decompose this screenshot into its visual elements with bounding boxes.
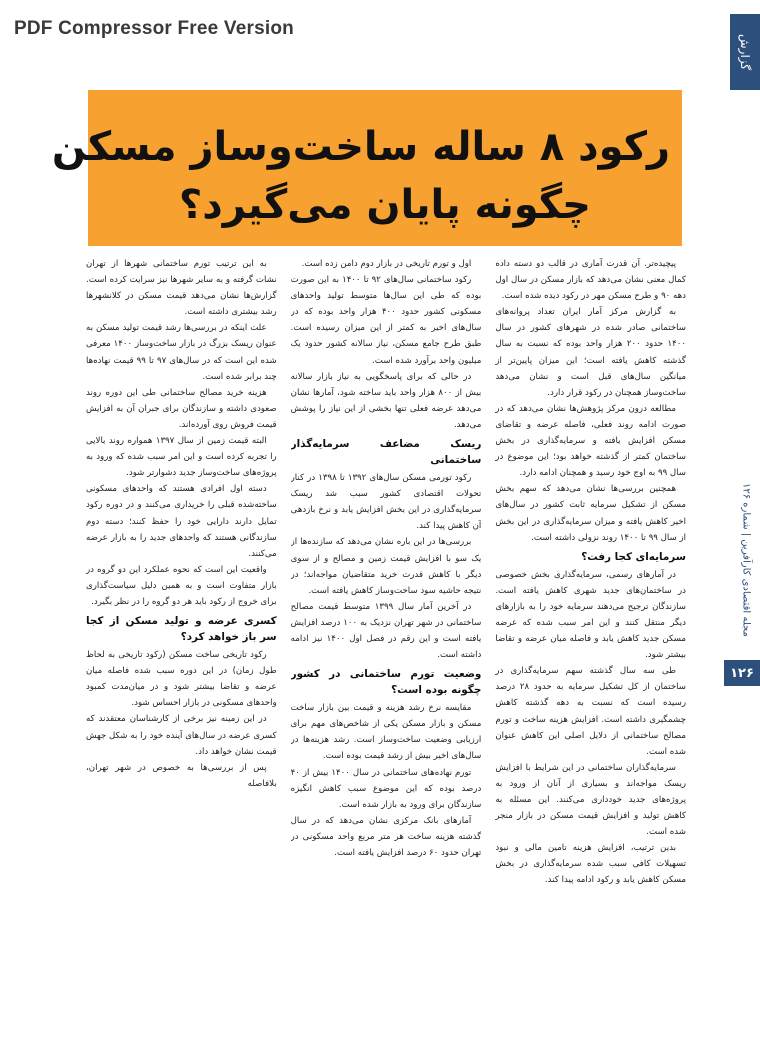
paragraph: پیچیده‌تر. آن قدرت آماری در قالب دو دسته داده کمال معنی نشان می‌دهد که بازار مسکن در سال اول دهه ۹۰ و طرح مسکن مهر در رکود دیده شده است. <box>495 259 686 302</box>
headline-line-1: رکود ۸ ساله ساخت‌وساز مسکن <box>51 124 670 170</box>
paragraph: اول و تورم تاریخی در بازار دوم دامن زده است. <box>301 259 472 269</box>
article-column-3 <box>86 256 277 1036</box>
paragraph: سرمایه‌گذاران ساختمانی در این شرایط با افزایش ریسک مواجه‌اند و بسیاری از آنان از ورود به پروژه‌های جدید خودداری می‌کنند. این مسئله به کاهش تولید و افزایش قیمت مسکن در بازار منجر شده است. <box>495 762 686 838</box>
paragraph: بدین ترتیب، افزایش هزینه تامین مالی و نبود تسهیلات کافی سبب شده سرمایه‌گذاری در بخش مسکن کاهش یابد و رکود ادامه پیدا کند. <box>495 843 686 886</box>
paragraph: رکود ساختمانی سال‌های ۹۲ تا ۱۴۰۰ به این صورت بوده که طی این سال‌ها متوسط تولید واحدهای مسکونی کشور حدود ۴۰۰ هزار واحد بوده که در سال‌های اخیر به کمتر از این میزان رسیده است. طبق طرح جامع مسکن، نیاز سالانه کشور حدود یک میلیون واحد برآورد شده است. <box>290 275 482 366</box>
paragraph: همچنین بررسی‌ها نشان می‌دهد که سهم بخش مسکن از تشکیل سرمایه ثابت کشور در سال‌های اخیر کاهش یافته و میزان سرمایه‌گذاری در این بخش از سال ۹۹ تا ۱۴۰۰ روند نزولی داشته است. <box>495 484 686 543</box>
paragraph: واقعیت این است که نحوه عملکرد این دو گروه در بازار متفاوت است و به همین دلیل سیاست‌گذاری برای خروج از رکود باید هر دو گروه را در نظر بگیرد. <box>85 564 277 607</box>
pdf-watermark: PDF Compressor Free Version <box>14 18 294 39</box>
paragraph: علت اینکه در بررسی‌ها رشد قیمت تولید مسکن به عنوان ریسک بزرگ در بازار ساخت‌وساز ۱۴۰۰ معرفی شده این است که در سال‌های ۹۷ تا ۹۹ قیمت نهاده‌ها چند برابر شده است. <box>85 323 277 382</box>
paragraph: بررسی‌ها در این باره نشان می‌دهد که سازنده‌ها از یک سو با افزایش قیمت زمین و مصالح و از سوی دیگر با کاهش قدرت خرید متقاضیان مواجه‌اند؛ در نتیجه حاشیه سود ساخت‌وساز کاهش یافته است. <box>290 537 482 596</box>
paragraph: به گزارش مرکز آمار ایران تعداد پروانه‌های ساختمانی صادر شده در شهرهای کشور در سال ۱۴۰۰ حدود ۲۰۰ هزار واحد بوده که نسبت به سال گذشته کاهش یافته است؛ این میزان پایین‌تر از میانگین سال‌های قبل است و نشان می‌دهد ساخت‌وساز همچنان در رکود قرار دارد. <box>495 307 686 398</box>
article-column-2 <box>291 256 482 1036</box>
paragraph: مطالعه درون مرکز پژوهش‌ها نشان می‌دهد که در صورت ادامه روند فعلی، فاصله عرضه و تقاضای مسکن افزایش یافته و سرمایه‌گذاری در بخش ساختمان کمتر از گذشته خواهد بود؛ این موضوع در سال ۹۹ به اوج خود رسید و همچنان ادامه دارد. <box>495 403 686 479</box>
paragraph: البته قیمت زمین از سال ۱۳۹۷ همواره روند بالایی را تجربه کرده است و این امر سبب شده که ورود به پروژه‌های ساخت‌وساز جدید دشوارتر شود. <box>85 436 277 479</box>
headline-line-2: چگونه پایان می‌گیرد؟ <box>179 182 591 228</box>
article-body <box>86 256 686 1036</box>
paragraph: طی سه سال گذشته سهم سرمایه‌گذاری در ساختمان از کل تشکیل سرمایه به حدود ۲۸ درصد رسیده است که نسبت به دهه گذشته کاهش چشمگیری داشته است. افزایش هزینه ساخت و تورم مصالح ساختمانی از دلایل اصلی این کاهش عنوان شده است. <box>495 666 686 757</box>
paragraph: رکود تورمی مسکن سال‌های ۱۳۹۲ تا ۱۳۹۸ در کنار تحولات اقتصادی کشور سبب شد ریسک سرمایه‌گذاری در این بخش افزایش یابد و نرخ بازدهی آن کاهش پیدا کند. <box>290 473 482 532</box>
paragraph: در آخرین آمار سال ۱۳۹۹ متوسط قیمت مصالح ساختمانی در شهر تهران نزدیک به ۱۰۰ درصد افزایش یافته است و این رقم در فصل اول ۱۴۰۰ نیز ادامه داشته است. <box>290 601 482 661</box>
paragraph: پس از بررسی‌ها به خصوص در شهر تهران، بلافاصله <box>85 762 277 789</box>
section-tab: گزارش <box>730 14 760 90</box>
paragraph: هزینه خرید مصالح ساختمانی طی این دوره روند صعودی داشته و سازندگان برای جبران آن به افزایش قیمت فروش روی آورده‌اند. <box>85 387 277 430</box>
section-heading: سرمایه‌ای کجا رفت؟ <box>581 550 686 563</box>
paragraph: در آمارهای رسمی، سرمایه‌گذاری بخش خصوصی در ساختمان‌های جدید شهری کاهش یافته است. سازندگان ترجیح می‌دهند سرمایه خود را به بازارهای دیگر منتقل کنند و این امر سبب شده که عرضه مسکن جدید کاهش یابد و فاصله میان عرضه و تقاضا بیشتر شود. <box>495 569 686 661</box>
paragraph: آمارهای بانک مرکزی نشان می‌دهد که در سال گذشته هزینه ساخت هر متر مربع واحد مسکونی در تهران حدود ۶۰ درصد افزایش یافته است. <box>290 815 482 858</box>
paragraph: به این ترتیب تورم ساختمانی شهرها از تهران نشات گرفته و به سایر شهرها نیز سرایت کرده است. گزارش‌ها نشان می‌دهد قیمت مسکن در کلانشهرها رشد بیشتری داشته است. <box>85 259 277 318</box>
paragraph: در این زمینه نیز برخی از کارشناسان معتقدند که کسری عرضه در سال‌های آینده خود را به شکل جهش قیمت نشان خواهد داد. <box>85 714 277 757</box>
paragraph: در حالی که برای پاسخگویی به نیاز بازار سالانه بیش از ۸۰۰ هزار واحد باید ساخته شود، آمارها نشان می‌دهد عرضه فعلی تنها بخشی از این نیاز را پوشش می‌دهد. <box>290 371 482 430</box>
article-headline <box>51 118 670 234</box>
article-column-1 <box>495 256 686 1036</box>
section-heading: کسری عرضه و تولید مسکن از کجا سر باز خواهد کرد؟ <box>85 615 277 644</box>
paragraph: تورم نهاده‌های ساختمانی در سال ۱۴۰۰ بیش از ۴۰ درصد بوده که این موضوع سبب کاهش انگیزه سازندگان برای ورود به بازار شده است. <box>290 767 482 810</box>
paragraph: مقایسه نرخ رشد هزینه و قیمت بین بازار ساخت مسکن و بازار مسکن یکی از شاخص‌های مهم برای ارزیابی وضعیت ساخت‌وساز است. رشد هزینه‌ها در سال‌های اخیر بیش از رشد قیمت بوده است. <box>290 703 482 762</box>
section-heading: وضعیت تورم ساختمانی در کشور چگونه بوده است؟ <box>290 668 482 697</box>
magazine-side-strip: مجله اقتصادی کارآفرین | شماره ۱۲۶ <box>740 483 752 637</box>
section-heading: ریسک مضاعف سرمایه‌گذار ساختمانی <box>290 438 482 467</box>
page-number: ۱۲۶ <box>724 660 760 686</box>
paragraph: رکود تاریخی ساخت مسکن (رکود تاریخی به لحاظ طول زمان) در این دوره سبب شده فاصله میان عرضه و تقاضا بیشتر شود و در میان‌مدت کمبود واحدهای مسکونی در بازار احساس شود. <box>85 650 277 709</box>
paragraph: دسته اول افرادی هستند که واحدهای مسکونی ساخته‌شده قبلی را خریداری می‌کنند و در دوره رکود تمایل دارند دارایی خود را حفظ کنند؛ دسته دوم سازندگانی هستند که واحدهای جدید را به بازار عرضه می‌کنند. <box>85 484 277 559</box>
